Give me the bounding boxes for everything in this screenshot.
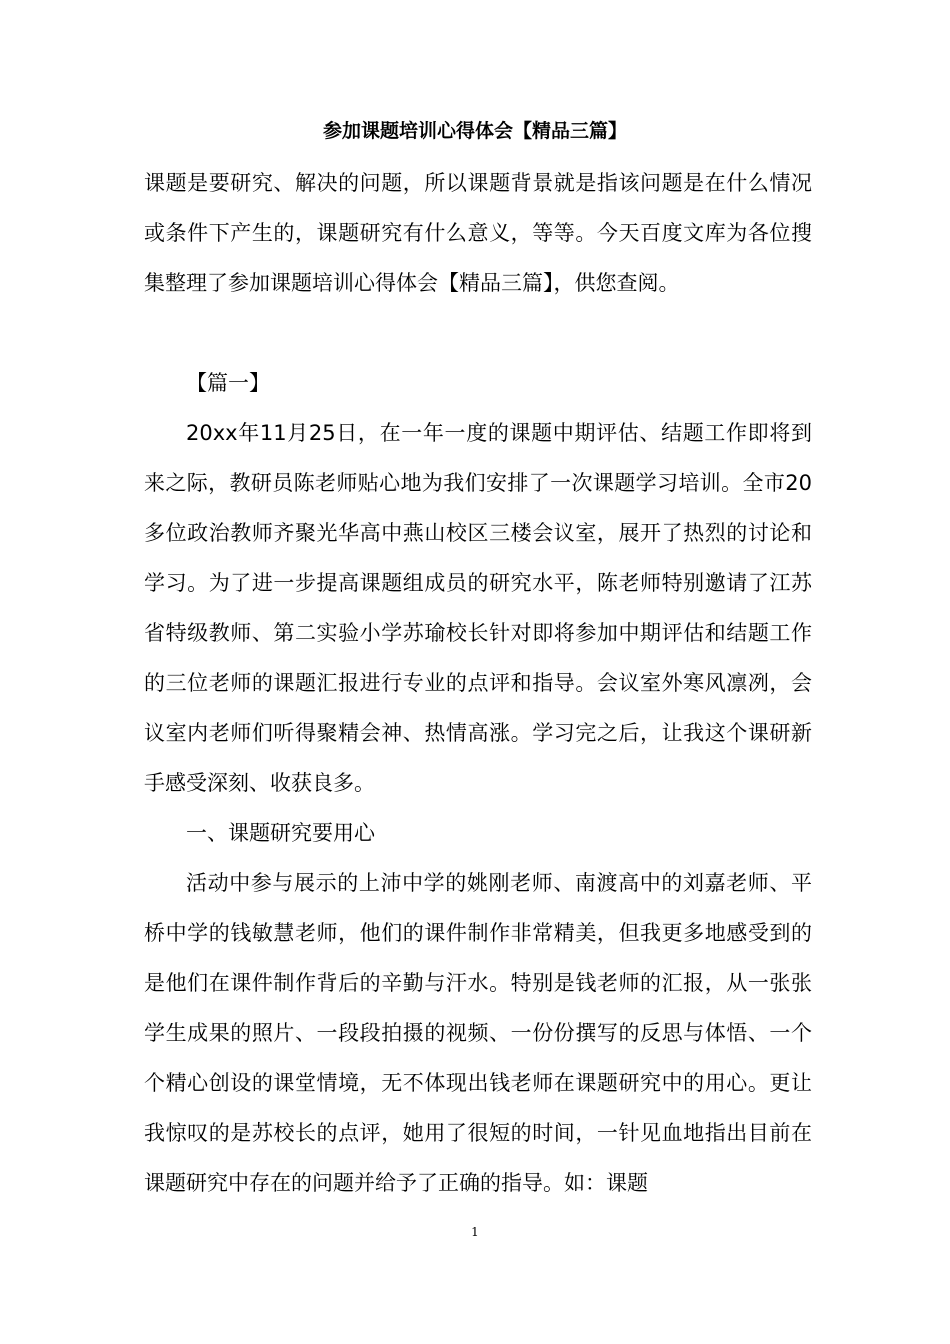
body-paragraph-1: 20xx年11月25日，在一年一度的课题中期评估、结题工作即将到来之际，教研员陈老师贴心地为我们安排了一次课题学习培训。全市20多位政治教师齐聚光华高中燕山校区三楼会议室，展开了热烈的讨论和学习。为了进一步提高课题组成员的研究水平，陈老师特别邀请了江苏省特级教师、第二实验小学苏瑜校长针对即将参加中期评估和结题工作的三位老师的课题汇报进行专业的点评和指导。会议室外寒风凛冽，会议室内老师们听得聚精会神、热情高涨。学习完之后，让我这个课研新手感受深刻、收获良多。 [144,421,812,795]
body-paragraph-2: 活动中参与展示的上沛中学的姚刚老师、南渡高中的刘嘉老师、平桥中学的钱敏慧老师，他们的课件制作非常精美，但我更多地感受到的是他们在课件制作背后的辛勤与汗水。特别是钱老师的汇报，从一张张学生成果的照片、一段段拍摄的视频、一份份撰写的反思与体悟、一个个精心创设的课堂情境，无不体现出钱老师在课题研究中的用心。更让我惊叹的是苏校长的点评，她用了很短的时间，一针见血地指出目前在课题研究中存在的问题并给予了正确的指导。如：课题 [144,871,812,1195]
intro-paragraph: 课题是要研究、解决的问题，所以课题背景就是指该问题是在什么情况或条件下产生的，课题研究有什么意义，等等。今天百度文库为各位搜集整理了参加课题培训心得体会【精品三篇】，供您查阅。 [144,171,812,295]
subheading-1: 一、课题研究要用心 [186,821,375,845]
section-heading: 【篇一】 [186,371,270,395]
page-number: 1 [471,1225,479,1239]
document-title: 参加课题培训心得体会【精品三篇】 [322,120,627,142]
